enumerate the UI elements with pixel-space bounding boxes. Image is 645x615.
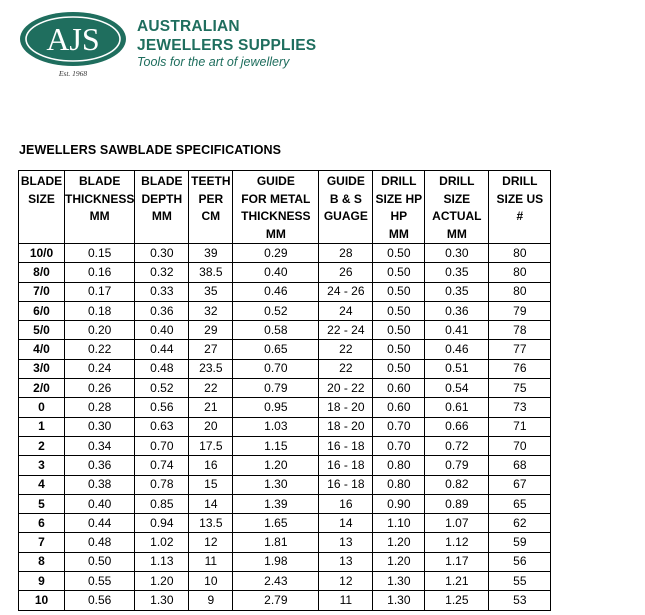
table-cell: 35 <box>189 282 233 301</box>
table-cell: 1.39 <box>233 494 319 513</box>
table-cell: 32 <box>189 301 233 320</box>
table-cell: 0.70 <box>135 436 189 455</box>
table-cell: 0.29 <box>233 244 319 263</box>
table-cell: 70 <box>489 436 551 455</box>
blade-size-cell: 5 <box>19 494 65 513</box>
table-cell: 22 - 24 <box>319 321 373 340</box>
table-cell: 0.46 <box>233 282 319 301</box>
table-cell: 27 <box>189 340 233 359</box>
table-cell: 11 <box>189 552 233 571</box>
table-cell: 0.72 <box>425 436 489 455</box>
table-cell: 0.50 <box>373 340 425 359</box>
column-header-line: THICKNESS <box>241 209 311 223</box>
table-cell: 0.48 <box>65 533 135 552</box>
column-header-line: GUIDE <box>326 174 365 188</box>
table-cell: 13 <box>319 552 373 571</box>
table-cell: 18 - 20 <box>319 398 373 417</box>
logo-est-text: Est. 1968 <box>58 69 88 78</box>
table-cell: 10 <box>189 572 233 591</box>
table-cell: 0.46 <box>425 340 489 359</box>
column-header-line: FOR METAL <box>241 191 311 206</box>
table-cell: 0.30 <box>135 244 189 263</box>
column-header <box>19 171 65 244</box>
table-cell: 0.22 <box>65 340 135 359</box>
table-cell: 59 <box>489 533 551 552</box>
table-cell: 80 <box>489 263 551 282</box>
table-cell: 16 - 18 <box>319 475 373 494</box>
table-row <box>19 591 551 610</box>
table-cell: 0.50 <box>65 552 135 571</box>
blade-size-cell: 5/0 <box>19 321 65 340</box>
column-header-line: CM <box>201 209 221 223</box>
table-row <box>19 514 551 533</box>
table-cell: 0.50 <box>373 263 425 282</box>
table-cell: 24 - 26 <box>319 282 373 301</box>
table-cell: 16 - 18 <box>319 436 373 455</box>
table-cell: 14 <box>189 494 233 513</box>
table-cell: 1.03 <box>233 417 319 436</box>
table-cell: 0.70 <box>233 359 319 378</box>
table-cell: 20 <box>189 417 233 436</box>
column-header-line: THICKNESS <box>65 191 135 206</box>
table-cell: 26 <box>319 263 373 282</box>
table-cell: 0.80 <box>373 475 425 494</box>
table-cell: 0.38 <box>65 475 135 494</box>
table-row <box>19 263 551 282</box>
column-header-line: MM <box>388 226 409 241</box>
table-cell: 73 <box>489 398 551 417</box>
table-cell: 0.35 <box>425 263 489 282</box>
table-cell: 1.13 <box>135 552 189 571</box>
column-header-line: DRILL <box>439 174 475 188</box>
table-row <box>19 359 551 378</box>
table-cell: 78 <box>489 321 551 340</box>
column-header-line: MM <box>446 226 467 241</box>
column-header-line: MM <box>151 209 172 223</box>
table-cell: 1.17 <box>425 552 489 571</box>
column-header-line: # <box>516 209 524 223</box>
table-cell: 62 <box>489 514 551 533</box>
table-cell: 0.94 <box>135 514 189 533</box>
table-cell: 2.43 <box>233 572 319 591</box>
table-cell: 0.17 <box>65 282 135 301</box>
table-cell: 0.15 <box>65 244 135 263</box>
table-cell: 68 <box>489 456 551 475</box>
sawblade-spec-table <box>18 170 551 611</box>
blade-size-cell: 8 <box>19 552 65 571</box>
blade-size-cell: 2 <box>19 436 65 455</box>
table-cell: 0.36 <box>65 456 135 475</box>
table-cell: 23.5 <box>189 359 233 378</box>
table-cell: 22 <box>319 340 373 359</box>
table-cell: 80 <box>489 282 551 301</box>
table-cell: 0.52 <box>233 301 319 320</box>
table-cell: 77 <box>489 340 551 359</box>
column-header-line: DEPTH <box>141 191 183 206</box>
table-cell: 0.48 <box>135 359 189 378</box>
table-row <box>19 282 551 301</box>
column-header-line: SIZE <box>443 191 471 206</box>
table-cell: 0.54 <box>425 379 489 398</box>
table-cell: 38.5 <box>189 263 233 282</box>
table-cell: 0.60 <box>373 398 425 417</box>
table-cell: 0.52 <box>135 379 189 398</box>
blade-size-cell: 4/0 <box>19 340 65 359</box>
column-header-line: SIZE HP <box>375 191 423 206</box>
table-cell: 16 <box>319 494 373 513</box>
table-cell: 1.98 <box>233 552 319 571</box>
table-cell: 21 <box>189 398 233 417</box>
table-cell: 1.07 <box>425 514 489 533</box>
table-row <box>19 301 551 320</box>
column-header <box>189 171 233 244</box>
column-header-line: TEETH <box>191 174 231 188</box>
table-cell: 0.95 <box>233 398 319 417</box>
table-cell: 1.30 <box>233 475 319 494</box>
table-cell: 0.41 <box>425 321 489 340</box>
table-row <box>19 494 551 513</box>
table-cell: 17.5 <box>189 436 233 455</box>
table-cell: 0.36 <box>425 301 489 320</box>
blade-size-cell: 4 <box>19 475 65 494</box>
table-row <box>19 572 551 591</box>
table-cell: 0.80 <box>373 456 425 475</box>
table-cell: 16 - 18 <box>319 456 373 475</box>
table-cell: 0.50 <box>373 359 425 378</box>
table-cell: 9 <box>189 591 233 610</box>
table-cell: 12 <box>319 572 373 591</box>
table-cell: 0.79 <box>233 379 319 398</box>
column-header-line: HP <box>390 209 408 223</box>
table-cell: 0.20 <box>65 321 135 340</box>
table-cell: 0.44 <box>65 514 135 533</box>
column-header-line: GUIDE <box>256 174 295 188</box>
table-cell: 65 <box>489 494 551 513</box>
column-header-line: BLADE <box>79 174 121 188</box>
table-cell: 1.21 <box>425 572 489 591</box>
column-header-line: ACTUAL <box>432 209 482 223</box>
table-cell: 0.32 <box>135 263 189 282</box>
column-header-line: BLADE <box>141 174 183 188</box>
brand-name-line2: JEWELLERS SUPPLIES <box>137 37 317 54</box>
table-cell: 0.65 <box>233 340 319 359</box>
blade-size-cell: 3/0 <box>19 359 65 378</box>
table-cell: 0.30 <box>425 244 489 263</box>
table-cell: 0.74 <box>135 456 189 475</box>
table-cell: 14 <box>319 514 373 533</box>
table-cell: 67 <box>489 475 551 494</box>
table-cell: 0.28 <box>65 398 135 417</box>
table-row <box>19 340 551 359</box>
blade-size-cell: 6 <box>19 514 65 533</box>
table-cell: 15 <box>189 475 233 494</box>
table-cell: 0.79 <box>425 456 489 475</box>
blade-size-cell: 10 <box>19 591 65 610</box>
table-cell: 1.20 <box>233 456 319 475</box>
column-header <box>319 171 373 244</box>
brand-tagline: Tools for the art of jewellery <box>137 55 290 69</box>
column-header <box>135 171 189 244</box>
table-cell: 0.40 <box>233 263 319 282</box>
table-row <box>19 321 551 340</box>
table-cell: 22 <box>189 379 233 398</box>
table-row <box>19 456 551 475</box>
table-cell: 0.85 <box>135 494 189 513</box>
column-header-line: SIZE <box>28 191 55 206</box>
table-cell: 1.30 <box>373 572 425 591</box>
table-cell: 0.82 <box>425 475 489 494</box>
table-cell: 16 <box>189 456 233 475</box>
column-header-line: MM <box>89 209 110 223</box>
table-cell: 55 <box>489 572 551 591</box>
table-cell: 0.56 <box>135 398 189 417</box>
table-cell: 1.20 <box>135 572 189 591</box>
table-header-row <box>19 171 551 244</box>
blade-size-cell: 1 <box>19 417 65 436</box>
table-cell: 0.50 <box>373 282 425 301</box>
table-cell: 0.34 <box>65 436 135 455</box>
brand-name <box>137 17 316 55</box>
table-cell: 0.70 <box>373 436 425 455</box>
blade-size-cell: 7 <box>19 533 65 552</box>
table-cell: 1.20 <box>373 533 425 552</box>
column-header-line: GUAGE <box>323 209 368 223</box>
table-cell: 56 <box>489 552 551 571</box>
table-row <box>19 533 551 552</box>
table-row <box>19 475 551 494</box>
table-cell: 18 - 20 <box>319 417 373 436</box>
table-cell: 0.50 <box>373 244 425 263</box>
table-cell: 0.40 <box>65 494 135 513</box>
blade-size-cell: 2/0 <box>19 379 65 398</box>
table-cell: 0.33 <box>135 282 189 301</box>
table-cell: 80 <box>489 244 551 263</box>
table-cell: 0.55 <box>65 572 135 591</box>
table-cell: 24 <box>319 301 373 320</box>
table-cell: 0.35 <box>425 282 489 301</box>
table-cell: 20 - 22 <box>319 379 373 398</box>
blade-size-cell: 0 <box>19 398 65 417</box>
blade-size-cell: 3 <box>19 456 65 475</box>
table-cell: 0.60 <box>373 379 425 398</box>
logo-text: AJS <box>46 21 100 57</box>
table-cell: 0.51 <box>425 359 489 378</box>
table-cell: 13 <box>319 533 373 552</box>
table-cell: 1.02 <box>135 533 189 552</box>
column-header <box>373 171 425 244</box>
table-cell: 1.30 <box>373 591 425 610</box>
column-header-line: DRILL <box>381 174 417 188</box>
column-header <box>489 171 551 244</box>
table-cell: 0.66 <box>425 417 489 436</box>
table-cell: 22 <box>319 359 373 378</box>
table-cell: 76 <box>489 359 551 378</box>
table-cell: 39 <box>189 244 233 263</box>
blade-size-cell: 7/0 <box>19 282 65 301</box>
table-cell: 0.56 <box>65 591 135 610</box>
table-cell: 0.61 <box>425 398 489 417</box>
table-row <box>19 417 551 436</box>
column-header-line: B & S <box>329 191 362 206</box>
table-cell: 0.70 <box>373 417 425 436</box>
table-cell: 11 <box>319 591 373 610</box>
column-header-line: SIZE US <box>496 191 544 206</box>
table-cell: 13.5 <box>189 514 233 533</box>
document-title: JEWELLERS SAWBLADE SPECIFICATIONS <box>19 143 282 157</box>
table-row <box>19 398 551 417</box>
table-cell: 1.65 <box>233 514 319 533</box>
table-cell: 1.25 <box>425 591 489 610</box>
table-cell: 1.15 <box>233 436 319 455</box>
blade-size-cell: 6/0 <box>19 301 65 320</box>
blade-size-cell: 9 <box>19 572 65 591</box>
table-cell: 0.50 <box>373 321 425 340</box>
table-cell: 1.30 <box>135 591 189 610</box>
table-row <box>19 552 551 571</box>
table-cell: 0.30 <box>65 417 135 436</box>
column-header-line: PER <box>198 191 224 206</box>
table-cell: 71 <box>489 417 551 436</box>
table-cell: 0.63 <box>135 417 189 436</box>
table-row <box>19 436 551 455</box>
table-cell: 0.78 <box>135 475 189 494</box>
table-cell: 12 <box>189 533 233 552</box>
table-cell: 0.50 <box>373 301 425 320</box>
table-cell: 1.10 <box>373 514 425 533</box>
table-cell: 0.26 <box>65 379 135 398</box>
brand-name-line1: AUSTRALIAN <box>137 18 240 35</box>
column-header-line: DRILL <box>502 174 538 188</box>
table-row <box>19 379 551 398</box>
table-cell: 79 <box>489 301 551 320</box>
table-cell: 75 <box>489 379 551 398</box>
blade-size-cell: 8/0 <box>19 263 65 282</box>
table-cell: 2.79 <box>233 591 319 610</box>
table-cell: 0.18 <box>65 301 135 320</box>
table-cell: 0.40 <box>135 321 189 340</box>
ajs-logo <box>18 10 128 78</box>
column-header <box>65 171 135 244</box>
table-row <box>19 244 551 263</box>
table-cell: 53 <box>489 591 551 610</box>
table-cell: 1.12 <box>425 533 489 552</box>
table-cell: 0.58 <box>233 321 319 340</box>
table-cell: 0.89 <box>425 494 489 513</box>
column-header-line: MM <box>265 226 286 241</box>
table-cell: 0.36 <box>135 301 189 320</box>
table-cell: 0.44 <box>135 340 189 359</box>
column-header <box>425 171 489 244</box>
table-cell: 1.20 <box>373 552 425 571</box>
table-cell: 0.90 <box>373 494 425 513</box>
table-cell: 0.24 <box>65 359 135 378</box>
blade-size-cell: 10/0 <box>19 244 65 263</box>
table-cell: 0.16 <box>65 263 135 282</box>
table-cell: 29 <box>189 321 233 340</box>
column-header <box>233 171 319 244</box>
column-header-line: BLADE <box>20 174 63 188</box>
table-cell: 28 <box>319 244 373 263</box>
table-cell: 1.81 <box>233 533 319 552</box>
